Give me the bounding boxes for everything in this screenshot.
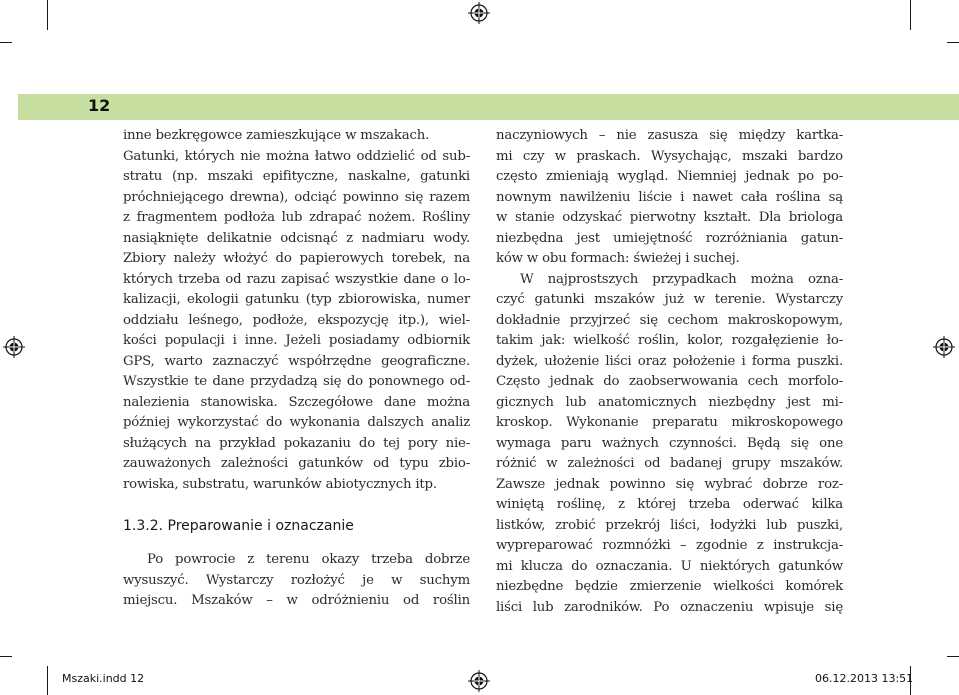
crop-mark (47, 666, 48, 695)
text-line: rowiska, substratu, warunków abiotycznych itp. (123, 476, 437, 492)
text-line: wypreparować rozmnóżki – zgodnie z instrukcja- (496, 538, 843, 553)
text-line: kości populacji i inne. Jeżeli posiadamy odbiornik (123, 333, 470, 348)
text-line: wymaga paru ważnych czynności. Będą się one (496, 435, 843, 451)
text-line: mi czy w praskach. Wysychając, mszaki bardzo (496, 148, 843, 164)
footer-file: Mszaki.indd 12 (62, 672, 145, 685)
text-line: kalizacji, ekologii gatunku (typ zbiorowiska, numer (123, 292, 470, 307)
crop-mark (947, 42, 959, 43)
text-line: nownym nawilżeniu liście i nawet cała roślina są (496, 189, 843, 205)
text-line: zauważonych zależności gatunków od typu zbio- (123, 456, 470, 471)
text-line: kroskop. Wykonanie preparatu mikroskopowego (496, 415, 843, 430)
text-line: nalezienia stanowiska. Szczegółowe dane można (123, 394, 470, 410)
text-line: inne bezkręgowce zamieszkujące w mszakach. (123, 128, 430, 143)
text-line: Wszystkie te dane przydadzą się do ponownego od- (123, 374, 470, 389)
text-line: służących na przykład pokazaniu do tej pory nie- (123, 435, 470, 451)
text-line: nasiąknięte delikatnie odcisnąć z nadmiaru wody. (123, 230, 470, 246)
crop-mark (0, 42, 12, 43)
registration-mark-icon (3, 336, 25, 358)
text-line: dokładnie przyjrzeć się cechom makroskopowym, (496, 312, 843, 328)
footer-timestamp: 06.12.2013 13:51 (815, 672, 914, 685)
text-line: oddziału leśnego, podłoże, ekspozycję itp.), wiel- (123, 312, 470, 328)
text-line: próchniejącego drewna), odciąć powinno się razem (123, 189, 470, 205)
text-line: często zmieniają wygląd. Niemniej jednak po po- (496, 169, 843, 184)
text-line: gicznych lub anatomicznych niezbędny jest mi- (496, 394, 843, 410)
text-line: których trzeba od razu zapisać wszystkie dane o lo- (123, 271, 470, 287)
text-line: Po powrocie z terenu okazy trzeba dobrze (147, 552, 470, 567)
page-number: 12 (88, 96, 111, 115)
header-bar (18, 94, 959, 120)
text-line: później wykorzystać do wykonania dalszych analiz (123, 415, 470, 430)
text-line: liści lub zarodników. Po oznaczeniu wpisuje się (496, 599, 843, 615)
text-line: W najprostszych przypadkach można ozna- (520, 271, 843, 287)
section-heading: 1.3.2. Preparowanie i oznaczanie (123, 518, 354, 534)
text-line: takim jak: wielkość roślin, kolor, rozgałęzienie ło- (496, 333, 843, 348)
text-line: naczyniowych – nie zasusza się między kartka- (496, 128, 843, 143)
text-line: czyć gatunki mszaków już w terenie. Wystarczy (496, 292, 843, 307)
text-line: Często jednak do zaobserwowania cech morfolo- (496, 374, 843, 389)
registration-mark-icon (468, 670, 490, 692)
text-line: winiętą roślinę, z której trzeba oderwać kilka (496, 497, 843, 512)
text-line: Gatunki, których nie można łatwo oddzielić od sub- (123, 148, 470, 164)
text-line: niezbędne będzie zmierzenie wielkości komórek (496, 579, 843, 594)
text-line: różnić w zależności od badanej grupy mszaków. (496, 456, 843, 471)
text-line: stratu (np. mszaki epifityczne, naskalne, gatunki (123, 169, 470, 184)
text-line: niezbędna jest umiejętność rozróżniania gatun- (496, 230, 843, 246)
crop-mark (947, 656, 959, 657)
crop-mark (0, 656, 12, 657)
text-line: z fragmentem podłoża lub zdrapać nożem. Rośliny (123, 210, 470, 225)
text-line: dyżek, ułożenie liści oraz położenie i forma puszki. (496, 353, 843, 369)
text-line: ków w obu formach: świeżej i suchej. (496, 251, 740, 266)
right-column (496, 126, 843, 618)
registration-mark-icon (933, 336, 955, 358)
text-line: listków, zrobić przekrój liści, łodyżki lub puszki, (496, 517, 843, 533)
text-line: GPS, warto zaznaczyć współrzędne geograficzne. (123, 353, 470, 369)
text-line: Zbiory należy włożyć do papierowych torebek, na (123, 251, 470, 266)
text-line: wysuszyć. Wystarczy rozłożyć je w suchym (123, 572, 470, 588)
crop-mark (910, 0, 911, 30)
text-line: Zawsze jednak powinno się wybrać dobrze roz- (496, 476, 843, 492)
text-line: miejscu. Mszaków – w odróżnieniu od roślin (123, 593, 470, 608)
text-line: mi klucza do oznaczania. U niektórych gatunków (496, 558, 843, 574)
left-column-continued (123, 550, 470, 612)
crop-mark (47, 0, 48, 30)
text-line: w stanie odzyskać pierwotny kształt. Dla briologa (496, 210, 843, 225)
left-column (123, 126, 470, 495)
registration-mark-icon (468, 2, 490, 24)
